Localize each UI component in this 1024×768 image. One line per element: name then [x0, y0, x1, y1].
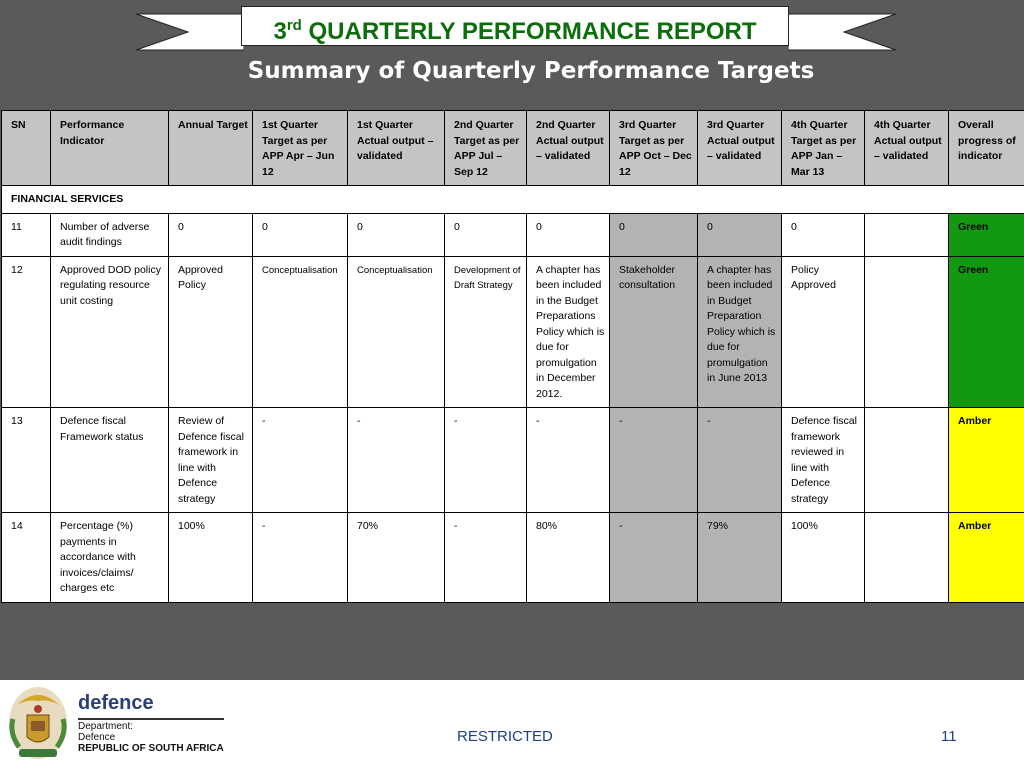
table-row — [2, 256, 1024, 408]
table-header-row — [2, 111, 1024, 186]
table-cell: 0 — [527, 213, 610, 256]
table-cell: 12 — [2, 256, 51, 408]
column-header: 4th Quarter Actual output – validated — [865, 111, 949, 186]
classification-label: RESTRICTED — [457, 728, 553, 745]
status-cell: Green — [949, 256, 1024, 408]
table-cell: Stakeholder consultation — [610, 256, 698, 408]
table-cell: Approved DOD policy regulating resource unit costing — [51, 256, 169, 408]
table-cell: 0 — [253, 213, 348, 256]
table-cell: Review of Defence fiscal framework in line with Defence strategy — [169, 408, 253, 513]
table-cell: - — [445, 513, 527, 603]
table-cell — [865, 408, 949, 513]
status-cell: Green — [949, 213, 1024, 256]
table-cell: Development of Draft Strategy — [445, 256, 527, 408]
table-cell: 79% — [698, 513, 782, 603]
table-cell: - — [445, 408, 527, 513]
column-header: 4th Quarter Target as per APP Jan – Mar 13 — [782, 111, 865, 186]
footer — [0, 680, 1024, 768]
table-cell: Conceptualisation — [348, 256, 445, 408]
column-header: 3rd Quarter Target as per APP Oct – Dec 12 — [610, 111, 698, 186]
page-subtitle: Summary of Quarterly Performance Targets — [247, 58, 815, 84]
table-cell: A chapter has been included in Budget Preparation Policy which is due for promulgation in June 2013 — [698, 256, 782, 408]
table-cell: 11 — [2, 213, 51, 256]
table-cell: - — [527, 408, 610, 513]
table-cell: - — [348, 408, 445, 513]
table-cell: Number of adverse audit findings — [51, 213, 169, 256]
table-cell: 0 — [445, 213, 527, 256]
table-cell: - — [253, 408, 348, 513]
status-cell: Amber — [949, 513, 1024, 603]
table-cell: A chapter has been included in the Budget Preparations Policy which is due for promulgation in December 2012. — [527, 256, 610, 408]
report-title: 3rd QUARTERLY PERFORMANCE REPORT — [241, 6, 789, 46]
status-cell: Amber — [949, 408, 1024, 513]
table-cell — [865, 213, 949, 256]
section-title: FINANCIAL SERVICES — [2, 186, 1024, 214]
section-row — [2, 186, 1024, 214]
table-cell: Percentage (%) payments in accordance with invoices/claims/ charges etc — [51, 513, 169, 603]
table-cell: - — [253, 513, 348, 603]
column-header: Performance Indicator — [51, 111, 169, 186]
table-cell: 0 — [782, 213, 865, 256]
table-cell: 13 — [2, 408, 51, 513]
column-header: Annual Target — [169, 111, 253, 186]
table-cell: 0 — [610, 213, 698, 256]
column-header: 1st Quarter Target as per APP Apr – Jun 12 — [253, 111, 348, 186]
table-cell: 0 — [169, 213, 253, 256]
table-cell: 100% — [782, 513, 865, 603]
table-cell: Defence fiscal framework reviewed in line with Defence strategy — [782, 408, 865, 513]
banner-ribbon-left-icon — [136, 13, 244, 51]
column-header: Overall progress of indicator — [949, 111, 1024, 186]
table-cell: - — [698, 408, 782, 513]
table-cell: Policy Approved — [782, 256, 865, 408]
banner-ribbon-right-icon — [788, 13, 896, 51]
table-cell: - — [610, 408, 698, 513]
table-cell: Approved Policy — [169, 256, 253, 408]
coat-of-arms-icon — [5, 683, 71, 763]
logo-divider — [78, 718, 224, 720]
table-cell: 0 — [348, 213, 445, 256]
table-cell: 70% — [348, 513, 445, 603]
table-cell: 14 — [2, 513, 51, 603]
page-number: 11 — [941, 728, 957, 745]
logo-wordmark: defence — [78, 692, 154, 714]
table-cell: 0 — [698, 213, 782, 256]
table-cell — [865, 256, 949, 408]
column-header: 2nd Quarter Target as per APP Jul – Sep 12 — [445, 111, 527, 186]
table-row — [2, 213, 1024, 256]
column-header: SN — [2, 111, 51, 186]
logo-department: Department: Defence REPUBLIC OF SOUTH AFRICA — [78, 721, 224, 754]
performance-table — [1, 110, 1024, 603]
table-cell — [865, 513, 949, 603]
table-cell: Defence fiscal Framework status — [51, 408, 169, 513]
table-row — [2, 513, 1024, 603]
table-cell: 100% — [169, 513, 253, 603]
table-cell: 80% — [527, 513, 610, 603]
table-cell: - — [610, 513, 698, 603]
table-row — [2, 408, 1024, 513]
column-header: 1st Quarter Actual output – validated — [348, 111, 445, 186]
column-header: 2nd Quarter Actual output – validated — [527, 111, 610, 186]
column-header: 3rd Quarter Actual output – validated — [698, 111, 782, 186]
table-cell: Conceptualisation — [253, 256, 348, 408]
